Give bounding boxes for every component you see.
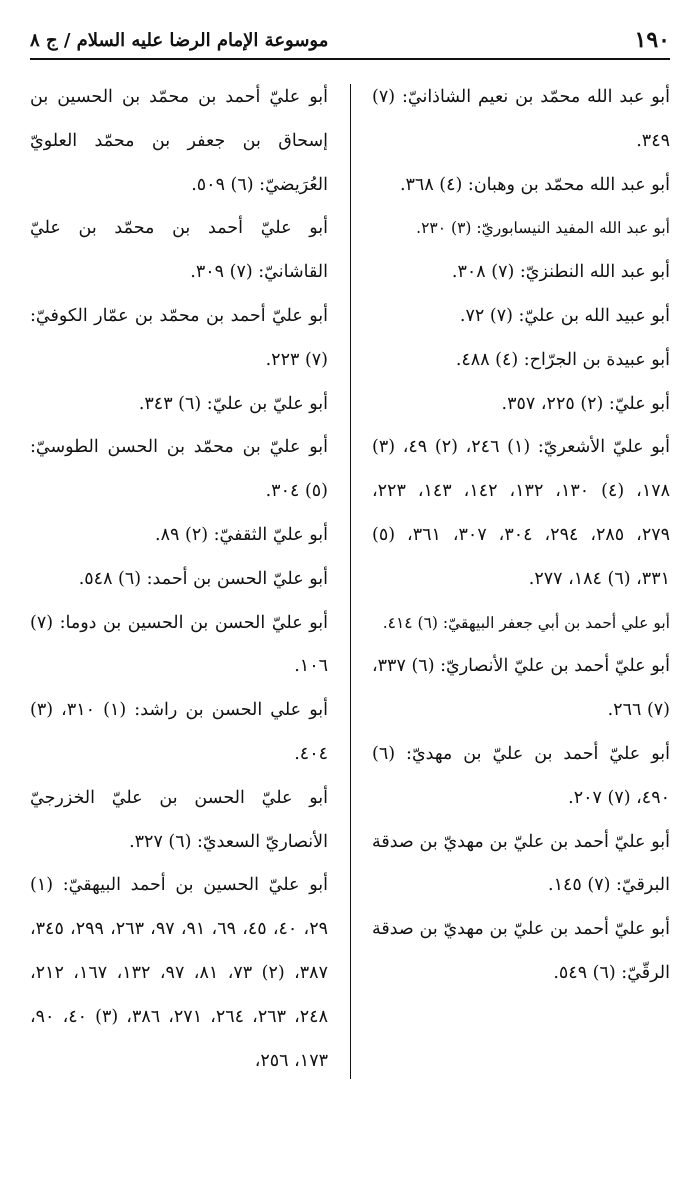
index-entry: أبو عبد الله محمّد بن وهبان: (٤) ٣٦٨.: [399, 174, 670, 195]
index-entry: أبو عبيد الله بن عليّ: (٧) ٧٢.: [459, 305, 670, 326]
index-entry: أبو عليّ الحسن بن الحسين بن دوما: (٧) ١٠٦.: [30, 612, 328, 677]
index-entry: أبو عبد الله النطنزيّ: (٧) ٣٠٨.: [451, 262, 670, 283]
index-entry: أبو علي الحسن بن راشد: (١) ٣١٠، (٣) ٤٠٤.: [30, 700, 328, 764]
index-entry: أبو عليّ: (٢) ٢٢٥، ٣٥٧.: [501, 393, 670, 414]
left-column: [30, 76, 328, 1084]
right-column: [372, 76, 670, 1084]
index-entry: أبو عليّ بن عليّ: (٦) ٣٤٣.: [138, 393, 328, 414]
index-entry: أبو عليّ أحمد بن عليّ الأنصاريّ: (٦) ٣٣٧، (٧) ٢٦٦.: [372, 656, 671, 721]
index-entry: أبو عليّ أحمد بن محمّد بن الحسين بن إسحاق بن جعفر بن محمّد العلويّ العُرَيضيّ: (٦) ٥٠٩.: [30, 87, 328, 195]
index-entry: أبو عليّ الحسن بن أحمد: (٦) ٥٤٨.: [78, 568, 328, 589]
index-entry: أبو عليّ الثقفيّ: (٢) ٨٩.: [155, 524, 328, 545]
index-entry: أبو عبد الله محمّد بن نعيم الشاذانيّ: (٧) ٣٤٩.: [372, 87, 670, 151]
index-entry: أبو علي أحمد بن أبي جعفر البيهقيّ: (٦) ٤١٤.: [382, 613, 670, 632]
index-entry: أبو عليّ أحمد بن محمّد بن عمّار الكوفيّ: (٧) ٢٢٣.: [30, 305, 328, 370]
page-header: [30, 22, 670, 60]
index-entry: أبو عليّ الحسن بن عليّ الخزرجيّ الأنصاريّ السعديّ: (٦) ٣٢٧.: [30, 787, 328, 852]
index-entry: أبو عليّ الأشعريّ: (١) ٢٤٦، (٢) ٤٩، (٣) ١٧٨، (٤) ١٣٠، ١٣٢، ١٤٢، ١٤٣، ٢٢٣، ٢٧٩، ٢٨٥، ٢٩٤، ٣٠٤، ٣٠٧، ٣٦١، (٥) ٣٣١، (٦) ١٨٤، ٢٧٧.: [372, 437, 671, 589]
index-entry: أبو عليّ أحمد بن عليّ بن مهديّ: (٦) ٤٩٠، (٧) ٢٠٧.: [372, 743, 670, 808]
running-title: موسوعة الإمام الرضا عليه السلام / ج ٨: [30, 29, 329, 51]
index-entry: أبو عبيدة بن الجرّاح: (٤) ٤٨٨.: [455, 349, 670, 370]
index-entry: أبو عليّ أحمد بن محمّد بن عليّ القاشانيّ: (٧) ٣٠٩.: [30, 218, 328, 283]
index-columns: [30, 76, 670, 1084]
column-divider: [350, 84, 351, 1079]
index-entry: أبو عليّ أحمد بن عليّ بن مهديّ بن صدقة البرقيّ: (٧) ١٤٥.: [372, 831, 670, 896]
index-entry: أبو عليّ أحمد بن عليّ بن مهديّ بن صدقة الرقّيّ: (٦) ٥٤٩.: [372, 919, 670, 983]
index-entry: أبو عليّ الحسين بن أحمد البيهقيّ: (١) ٢٩، ٤٠، ٤٥، ٦٩، ٩١، ٩٧، ٢٦٣، ٢٩٩، ٣٤٥، ٣٨٧، (٢) ٧٣، ٨١، ٩٧، ١٣٢، ١٦٧، ٢١٢، ٢٤٨، ٢٦٣، ٢٦٤، ٢٧١، ٣٨٦، (٣) ٤٠، ٩٠، ١٧٣، ٢٥٦،: [30, 875, 329, 1071]
page-number: ١٩٠: [634, 27, 670, 53]
index-entry: أبو عليّ بن محمّد بن الحسن الطوسيّ: (٥) ٣٠٤.: [30, 437, 328, 502]
index-entry: أبو عبد الله المفيد النيسابوريّ: (٣) ٢٣٠.: [416, 219, 670, 238]
